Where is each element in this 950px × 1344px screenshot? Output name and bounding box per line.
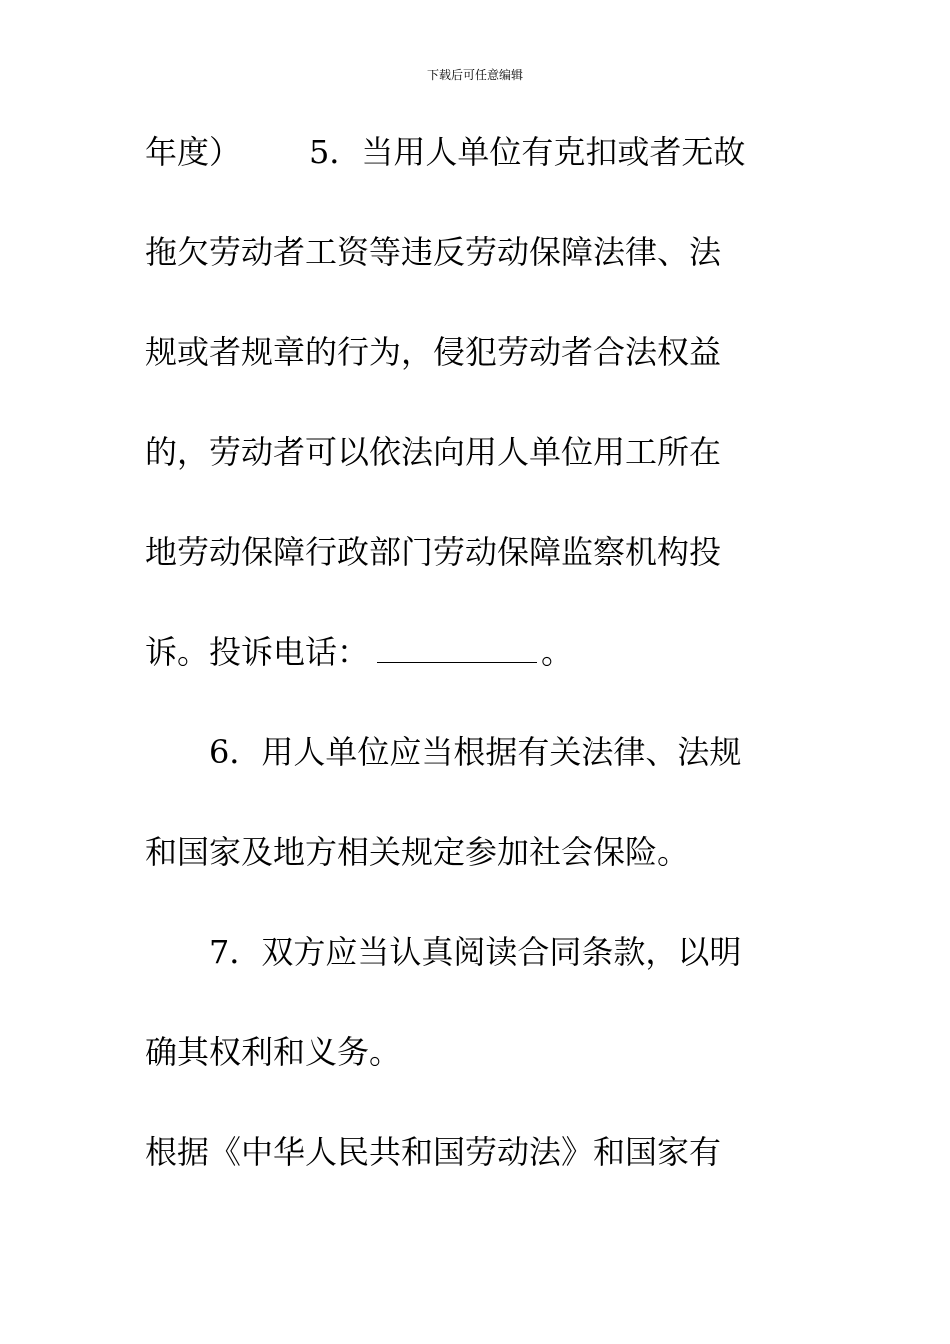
- line-6-end: 。: [541, 633, 574, 671]
- text-line-8: 和国家及地方相关规定参加社会保险。: [145, 833, 690, 871]
- page-header: 下载后可任意编辑: [426, 68, 523, 82]
- line-1-start: 年度）: [145, 133, 242, 171]
- text-line-11: 根据《中华人民共和国劳动法》和国家有: [145, 1133, 722, 1171]
- clause-5-start: 5．当用人单位有克扣或者无故: [309, 133, 746, 171]
- clause-6-start: 6．用人单位应当根据有关法律、法规: [209, 733, 742, 771]
- phone-blank-underline: [377, 636, 537, 663]
- text-line-2: 拖欠劳动者工资等违反劳动保障法律、法: [145, 233, 722, 271]
- text-line-4: 的，劳动者可以依法向用人单位用工所在: [145, 433, 722, 471]
- text-line-3: 规或者规章的行为，侵犯劳动者合法权益: [145, 333, 722, 371]
- text-line-6: [145, 620, 805, 720]
- text-line-1: [145, 120, 805, 220]
- text-line-9: [145, 920, 805, 1020]
- complaint-phone-label: 诉。投诉电话：: [145, 633, 370, 671]
- clause-7-start: 7．双方应当认真阅读合同条款，以明: [209, 933, 742, 971]
- text-line-5: 地劳动保障行政部门劳动保障监察机构投: [145, 533, 722, 571]
- document-body: [145, 120, 805, 1220]
- text-line-7: [145, 720, 805, 820]
- text-line-10: 确其权利和义务。: [145, 1033, 402, 1071]
